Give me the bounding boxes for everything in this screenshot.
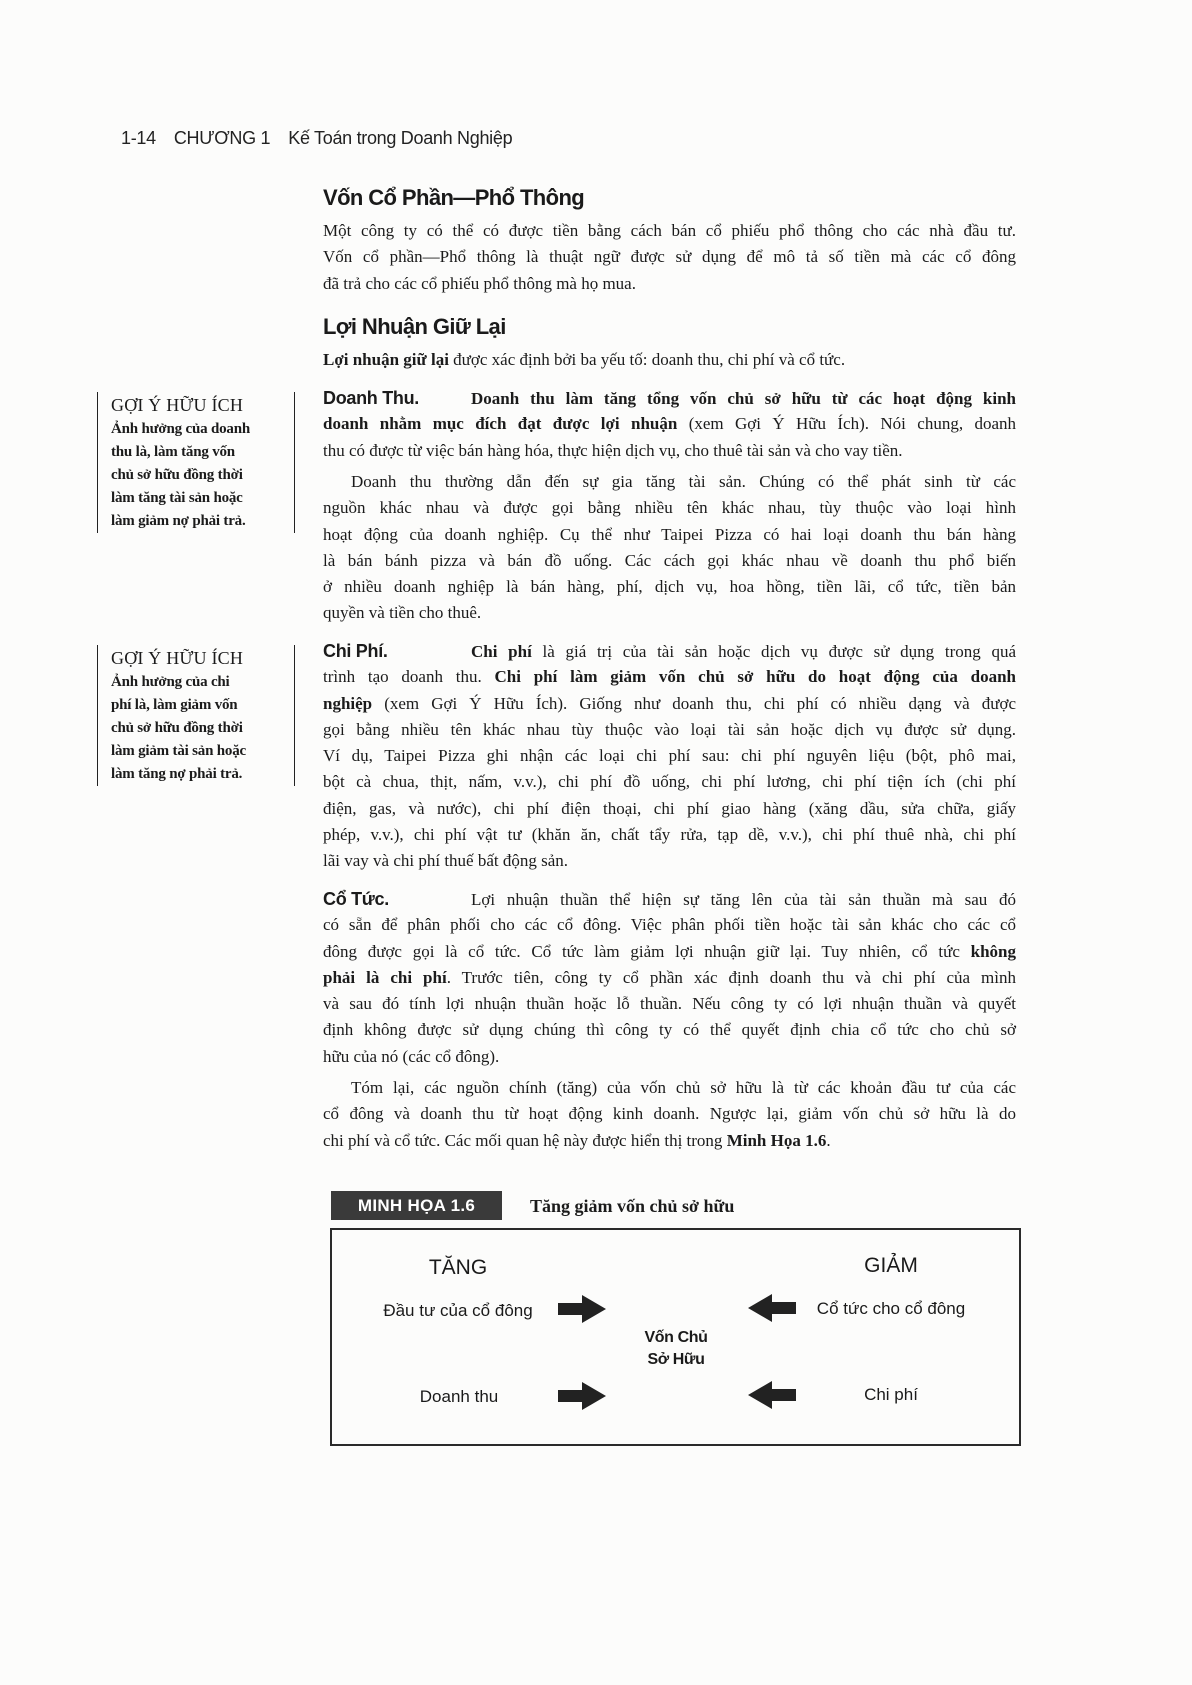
text-line xyxy=(323,848,1016,874)
text-run: Tóm lại, các nguồn chính (tăng) của vốn chủ sở hữu là từ các khoản đầu tư của các xyxy=(351,1078,1016,1097)
sidebar-line: Ảnh hưởng của chi xyxy=(111,674,230,690)
text-run: nguồn khác nhau và được gọi bằng nhiều tên khác nhau, tùy thuộc vào loại hình xyxy=(323,498,1016,518)
sidebar-line: làm giảm tài sản hoặc xyxy=(111,743,246,759)
sidebar-text xyxy=(111,671,294,786)
text-line xyxy=(323,664,1016,690)
paragraph-revenue xyxy=(323,385,1016,464)
bold-text: Doanh thu làm tăng tổng vốn chủ sở hữu từ các hoạt động kinh xyxy=(471,389,1016,408)
sidebar-title: GỢI Ý HỮU ÍCH xyxy=(111,395,244,415)
text-run: trình tạo doanh thu. xyxy=(323,667,495,687)
paragraph-summary xyxy=(323,1075,1016,1154)
text-run: . xyxy=(826,1130,831,1150)
paragraph-common-stock xyxy=(323,218,1016,297)
page-number: 1-14 xyxy=(121,128,156,148)
figure-label: MINH HỌA 1.6 xyxy=(331,1191,502,1220)
text-line xyxy=(323,574,1016,600)
text-run: Doanh thu thường dẫn đến sự gia tăng tài sản. Chúng có thể phát sinh từ các xyxy=(351,472,1016,491)
text-line xyxy=(323,411,1016,437)
sidebar-line: Ảnh hưởng của doanh xyxy=(111,421,250,437)
run-in-heading: Cổ Tức. xyxy=(323,889,389,909)
sidebar-line: làm giảm nợ phải trả. xyxy=(111,513,246,529)
text-line xyxy=(323,1044,1016,1070)
text-line xyxy=(323,438,1016,464)
text-run: (xem Gợi Ý Hữu Ích). Nói chung, doanh xyxy=(677,414,1016,434)
text-line xyxy=(323,495,1016,521)
sidebar-tip-revenue xyxy=(97,392,295,533)
heading-common-stock: Vốn Cổ Phần—Phổ Thông xyxy=(323,185,585,210)
run-in-heading: Doanh Thu. xyxy=(323,388,419,408)
run-in-heading: Chi Phí. xyxy=(323,641,388,661)
sidebar-tip-expenses xyxy=(97,645,295,786)
text-line xyxy=(323,912,1016,938)
bold-text: không xyxy=(970,941,1016,961)
text-line xyxy=(323,347,1016,373)
text-run: định không được sử dụng chúng thì công ty có thể quyết định chia cổ tức cho chủ sở xyxy=(323,1020,1016,1040)
bold-text: phải là chi phí xyxy=(323,967,447,987)
chapter-title: Kế Toán trong Doanh Nghiệp xyxy=(288,128,513,148)
text-line xyxy=(323,271,1016,297)
text-line xyxy=(323,769,1016,795)
text-run: đã trả cho các cổ phiếu phổ thông mà họ mua. xyxy=(323,273,636,293)
arrow-left-icon xyxy=(748,1381,796,1409)
text-line xyxy=(323,244,1016,270)
heading-retained-earnings: Lợi Nhuận Giữ Lại xyxy=(323,314,506,339)
text-line xyxy=(323,939,1016,965)
bold-text: Chi phí xyxy=(471,642,532,661)
text-run: Một công ty có thể có được tiền bằng cách bán cổ phiếu phổ thông cho các nhà đầu tư. xyxy=(323,221,1016,240)
text-line xyxy=(323,691,1016,717)
bold-text: Lợi nhuận giữ lại xyxy=(323,350,449,369)
sidebar-text xyxy=(111,418,294,533)
arrow-right-icon xyxy=(558,1295,606,1323)
running-head xyxy=(121,128,512,149)
equity-center-label xyxy=(645,1327,708,1371)
text-run: thu có được từ việc bán hàng hóa, thực hiện dịch vụ, cho thuê tài sản và cho vay tiền. xyxy=(323,440,903,460)
text-line xyxy=(323,385,1016,411)
text-run: được xác định bởi ba yếu tố: doanh thu, chi phí và cổ tức. xyxy=(448,350,846,369)
arrow-left-icon xyxy=(748,1294,796,1322)
text-line xyxy=(323,796,1016,822)
bold-text: nghiệp xyxy=(323,693,373,713)
text-run: là giá trị của tài sản hoặc dịch vụ được sử dụng trong quá xyxy=(531,642,1016,661)
text-line xyxy=(323,717,1016,743)
paragraph-retained-earnings xyxy=(323,347,1016,373)
chapter-label: CHƯƠNG 1 xyxy=(173,128,271,148)
bold-text: doanh nhằm mục đích đạt được lợi nhuận xyxy=(323,414,678,434)
text-line xyxy=(323,743,1016,769)
text-run: hữu của nó (các cổ đông). xyxy=(323,1046,500,1066)
text-run: hoạt động của doanh nghiệp. Cụ thể như Taipei Pizza có hai loại doanh thu bán hàng xyxy=(323,524,1016,544)
figure-title: Tăng giảm vốn chủ sở hữu xyxy=(530,1196,735,1216)
text-line xyxy=(323,1075,1016,1101)
bold-text: Minh Họa 1.6 xyxy=(726,1130,827,1150)
text-line xyxy=(323,218,1016,244)
text-line xyxy=(323,1101,1016,1127)
text-line xyxy=(323,886,1016,912)
text-run: lãi vay và chi phí thuế bất động sản. xyxy=(323,851,569,871)
text-run: Lợi nhuận thuần thể hiện sự tăng lên của tài sản thuần mà sau đó xyxy=(471,890,1016,909)
text-line xyxy=(323,822,1016,848)
increase-item-investments: Đầu tư của cổ đông xyxy=(383,1301,533,1320)
text-run: cổ đông và doanh thu từ hoạt động kinh doanh. Ngược lại, giảm vốn chủ sở hữu là do xyxy=(323,1104,1016,1124)
text-run: phép, v.v.), chi phí vật tư (khăn ăn, chất tẩy rửa, tạp dề, v.v.), chi phí thuê nhà, chi phí xyxy=(323,825,1016,845)
text-line xyxy=(323,469,1016,495)
decrease-heading: GIẢM xyxy=(864,1254,918,1277)
text-run: điện, gas, và nước), chi phí điện thoại, chi phí giao hàng (xăng dầu, sửa chữa, giấy xyxy=(323,798,1016,818)
equity-label-line: Sở Hữu xyxy=(647,1351,705,1368)
text-run: có sẵn để phân phối cho các cổ đông. Việc phân phối tiền hoặc tài sản khác cho các cổ xyxy=(323,915,1016,935)
sidebar-line: phí là, làm giảm vốn xyxy=(111,697,238,713)
sidebar-title: GỢI Ý HỮU ÍCH xyxy=(111,648,244,668)
text-run: và sau đó tính lợi nhuận thuần hoặc lỗ thuần. Nếu công ty có lợi nhuận thuần và quyết xyxy=(323,994,1016,1014)
text-run: ở nhiều doanh nghiệp là bán hàng, phí, dịch vụ, hoa hồng, tiền lãi, cổ tức, tiền bản xyxy=(323,577,1016,597)
decrease-item-dividends: Cổ tức cho cổ đông xyxy=(816,1299,966,1318)
arrow-right-icon xyxy=(558,1382,606,1410)
sidebar-line: làm tăng tài sản hoặc xyxy=(111,490,243,506)
text-line xyxy=(323,1128,1016,1154)
equity-label-line: Vốn Chủ xyxy=(644,1329,708,1346)
bold-text: Chi phí làm giảm vốn chủ sở hữu do hoạt động của doanh xyxy=(494,667,1016,687)
text-run: gọi bằng nhiều tên khác nhau tùy thuộc vào loại tài sản hoặc dịch vụ được sử dụng. xyxy=(323,719,1016,739)
increase-heading: TĂNG xyxy=(428,1256,488,1279)
text-run: quyền và tiền cho thuê. xyxy=(323,603,482,623)
text-run: . Trước tiên, công ty cổ phần xác định doanh thu và chi phí của mình xyxy=(446,967,1016,987)
decrease-item-expenses: Chi phí xyxy=(864,1385,918,1404)
text-run: (xem Gợi Ý Hữu Ích). Giống như doanh thu, chi phí có nhiều dạng và được xyxy=(372,693,1016,713)
text-line xyxy=(323,1017,1016,1043)
text-line xyxy=(323,600,1016,626)
text-line xyxy=(323,638,1016,664)
text-line xyxy=(323,522,1016,548)
text-run: chi phí và cổ tức. Các mối quan hệ này được hiển thị trong xyxy=(323,1130,727,1150)
increase-item-revenue: Doanh thu xyxy=(419,1387,499,1406)
text-line xyxy=(323,548,1016,574)
text-line xyxy=(323,965,1016,991)
sidebar-line: chủ sở hữu đồng thời xyxy=(111,467,243,483)
paragraph-expenses xyxy=(323,638,1016,875)
sidebar-line: chủ sở hữu đồng thời xyxy=(111,720,243,736)
paragraph-revenue-detail xyxy=(323,469,1016,627)
sidebar-line: thu là, làm tăng vốn xyxy=(111,444,235,460)
text-line xyxy=(323,991,1016,1017)
text-run: là bán bánh pizza và bán đồ uống. Các cách gọi khác nhau về doanh thu phổ biến xyxy=(323,550,1016,570)
sidebar-line: làm tăng nợ phải trả. xyxy=(111,766,243,782)
paragraph-dividends xyxy=(323,886,1016,1070)
text-run: đông được gọi là cổ tức. Cổ tức làm giảm lợi nhuận giữ lại. Tuy nhiên, cổ tức xyxy=(323,941,971,961)
text-run: Vốn cổ phần—Phổ thông là thuật ngữ được sử dụng để mô tả số tiền mà các cổ đông xyxy=(323,247,1016,267)
text-run: Ví dụ, Taipei Pizza ghi nhận các loại chi phí sau: chi phí nguyên liệu (bột, phô mai, xyxy=(323,746,1016,766)
text-run: bột cà chua, thịt, nấm, v.v.), chi phí đồ uống, chi phí lương, chi phí tiện ích (chi phí xyxy=(323,772,1016,792)
